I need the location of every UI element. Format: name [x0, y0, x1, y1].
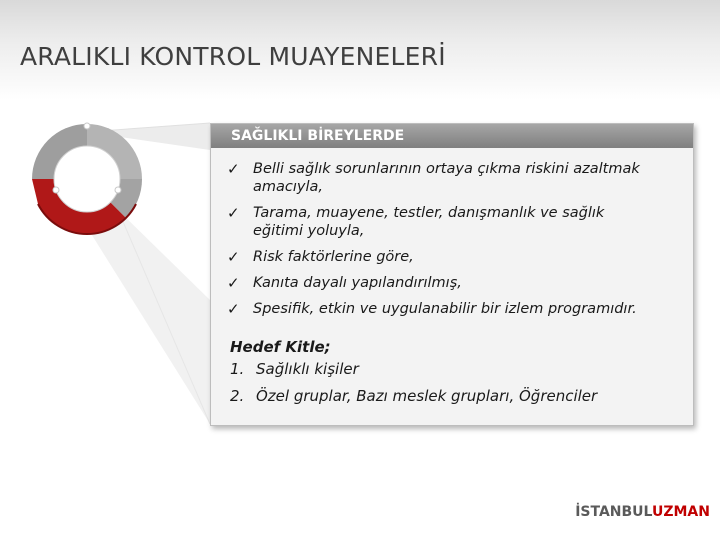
- brand-logo: İSTANBULUZMAN: [575, 504, 710, 520]
- target-audience-item: 1. Sağlıklı kişiler: [230, 360, 359, 378]
- target-audience-item: 2. Özel gruplar, Bazı meslek grupları, Öğrenciler: [230, 387, 598, 405]
- bullet-list: [211, 160, 693, 318]
- check-icon: ✓: [227, 204, 240, 222]
- check-icon: ✓: [227, 160, 240, 178]
- check-icon: ✓: [227, 248, 240, 266]
- list-item: ✓ Tarama, muayene, testler, danışmanlık ve sağlık eğitimi yoluyla,: [227, 204, 605, 239]
- list-item: ✓ Kanıta dayalı yapılandırılmış,: [227, 274, 462, 292]
- content-panel: [210, 123, 694, 426]
- target-audience-title: Hedef Kitle;: [230, 338, 331, 356]
- list-item: ✓ Risk faktörlerine göre,: [227, 248, 414, 266]
- list-item: ✓ Spesifik, etkin ve uygulanabilir bir izlem programıdır.: [227, 300, 637, 318]
- check-icon: ✓: [227, 300, 240, 318]
- slide-title: ARALIKLI KONTROL MUAYENELERİ: [20, 42, 446, 71]
- target-audience-section: [211, 338, 693, 410]
- list-item: ✓ Belli sağlık sorunlarının ortaya çıkma riskini azaltmak amacıyla,: [227, 160, 640, 195]
- panel-header: SAĞLIKLI BİREYLERDE: [211, 124, 693, 148]
- check-icon: ✓: [227, 274, 240, 292]
- cycle-wheel-diagram: [26, 118, 148, 240]
